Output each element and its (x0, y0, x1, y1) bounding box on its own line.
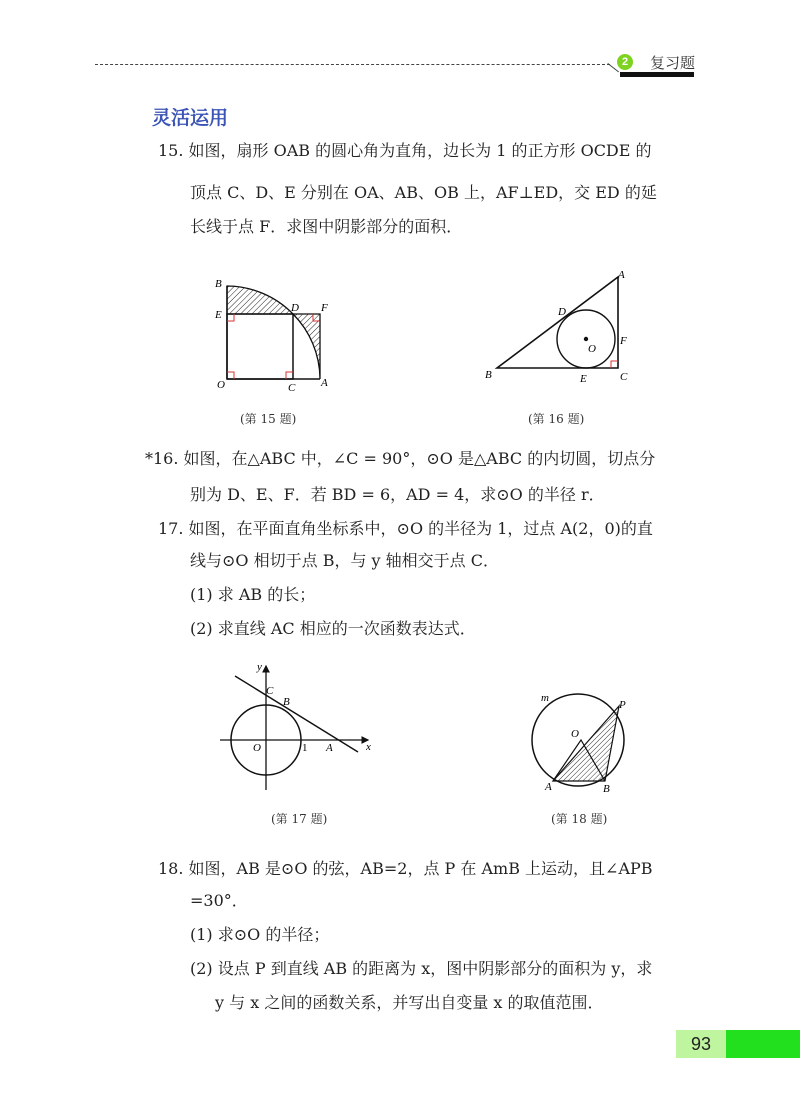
label-A: A (321, 377, 328, 389)
label-x: x (366, 741, 371, 753)
label-B: B (215, 278, 222, 290)
figure-15-caption: (第 15 题) (240, 412, 297, 426)
section-title: 灵活运用 (152, 108, 229, 129)
label-O: O (217, 379, 225, 391)
label-P: P (619, 699, 626, 711)
problem-17-line-1: 17. 如图，在平面直角坐标系中，⊙O 的半径为 1，过点 A(2，0)的直 (158, 519, 653, 538)
figure-16 (480, 268, 640, 388)
figure-17 (210, 658, 380, 798)
figure-18-caption: (第 18 题) (551, 812, 608, 826)
center-dot (584, 337, 588, 341)
label-m: m (541, 692, 549, 704)
triangle-abc (497, 277, 618, 368)
label-one: 1 (302, 742, 308, 754)
problem-15-line-1: 15. 如图，扇形 OAB 的圆心角为直角，边长为 1 的正方形 OCDE 的 (158, 141, 652, 160)
label-C: C (288, 382, 296, 394)
label-A: A (326, 742, 333, 754)
problem-16-line-1: *16. 如图，在△ABC 中，∠C = 90°，⊙O 是△ABC 的内切圆，切点分 (145, 449, 656, 468)
label-D: D (558, 306, 566, 318)
problem-17-q2: (2) 求直线 AC 相应的一次函数表达式． (190, 619, 476, 638)
label-F: F (321, 302, 328, 314)
problem-15-line-3: 长线于点 F．求图中阴影部分的面积． (190, 217, 463, 236)
problem-18-q2-line-1: (2) 设点 P 到直线 AB 的距离为 x，图中阴影部分的面积为 y，求 (190, 959, 653, 978)
shaded-region-right (293, 314, 320, 379)
shaded-triangle (553, 706, 619, 781)
label-y: y (257, 661, 262, 673)
figure-15 (205, 270, 345, 395)
shaded-region-top (227, 286, 293, 314)
label-C: C (266, 685, 274, 697)
label-O: O (588, 343, 596, 355)
label-A: A (545, 781, 552, 793)
label-B: B (283, 696, 290, 708)
square-ocde (227, 314, 293, 379)
label-E: E (580, 373, 587, 385)
label-O: O (571, 728, 579, 740)
figure-16-caption: (第 16 题) (528, 412, 585, 426)
label-O: O (253, 742, 261, 754)
chapter-badge: 2 (617, 54, 633, 70)
label-D: D (291, 302, 299, 314)
label-E: E (215, 309, 222, 321)
page-number: 93 (690, 1034, 712, 1054)
problem-17-q1: (1) 求 AB 的长； (190, 585, 316, 604)
problem-18-q2-line-2: y 与 x 之间的函数关系，并写出自变量 x 的取值范围． (215, 993, 604, 1012)
label-C: C (620, 371, 628, 383)
problem-18-line-2: =30°． (190, 891, 248, 910)
problem-15-line-2: 顶点 C、D、E 分别在 OA、AB、OB 上，AF⊥ED，交 ED 的延 (190, 183, 657, 202)
header-dashed-rule (95, 64, 610, 65)
label-B: B (603, 783, 610, 795)
label-A: A (618, 269, 625, 281)
problem-18-line-1: 18. 如图，AB 是⊙O 的弦，AB=2，点 P 在 AmB 上运动，且∠APB (158, 859, 653, 878)
problem-16-line-2: 别为 D、E、F．若 BD = 6，AD = 4，求⊙O 的半径 r． (190, 485, 605, 504)
figure-17-caption: (第 17 题) (271, 812, 328, 826)
problem-18-q1: (1) 求⊙O 的半径； (190, 925, 330, 944)
problem-17-line-2: 线与⊙O 相切于点 B，与 y 轴相交于点 C． (190, 551, 499, 570)
figure-18 (525, 680, 645, 800)
label-F: F (620, 335, 627, 347)
label-B: B (485, 369, 492, 381)
header-bar (620, 72, 694, 77)
chapter-title: 复习题 (650, 54, 696, 72)
